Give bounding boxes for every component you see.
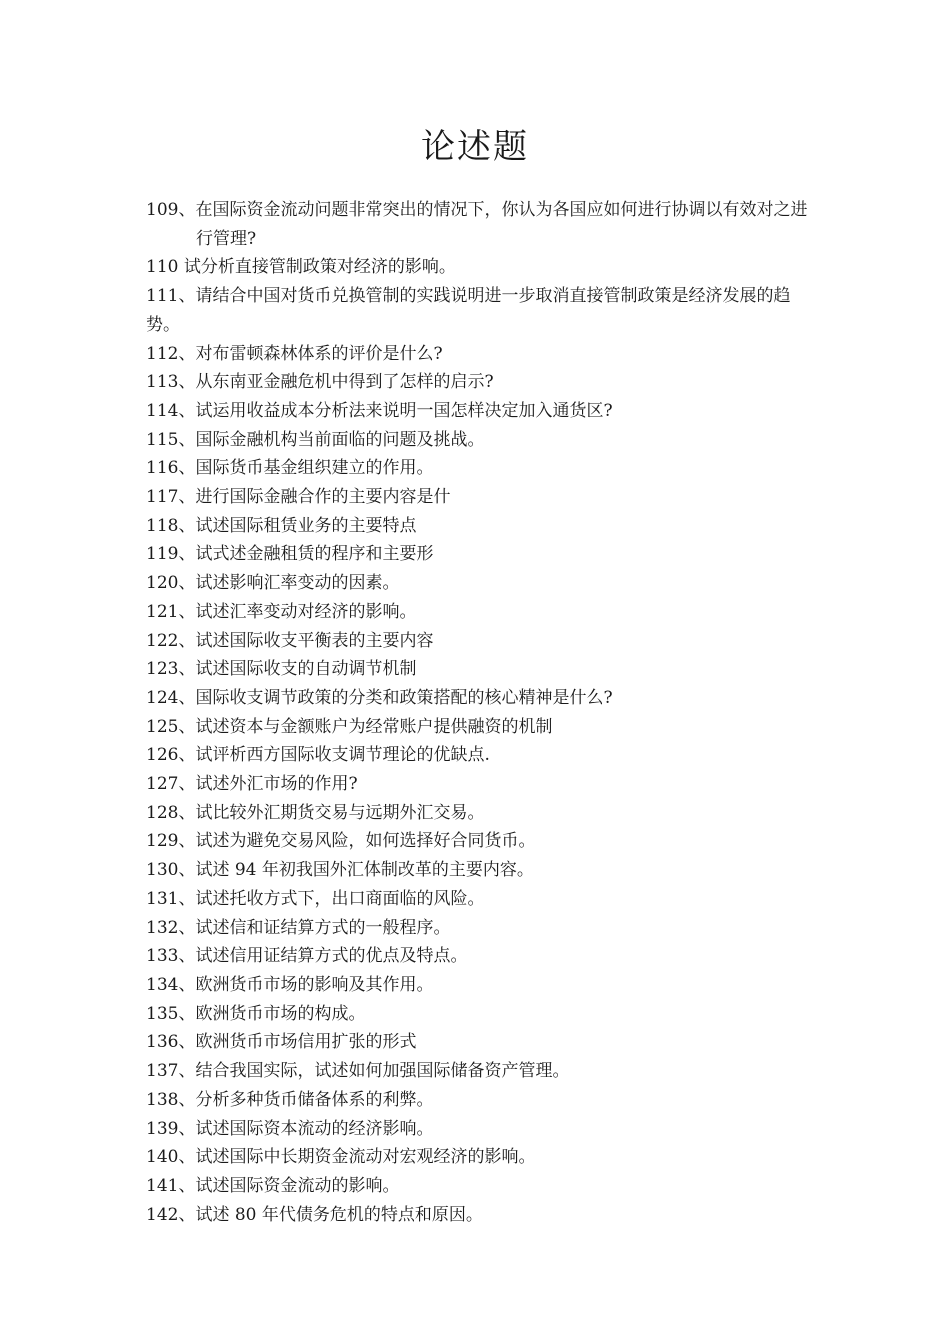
question-item: 119、试式述金融租赁的程序和主要形 <box>146 544 434 565</box>
question-item: 110 试分析直接管制政策对经济的影响。 <box>146 257 456 278</box>
question-item: 122、试述国际收支平衡表的主要内容 <box>146 630 434 651</box>
question-item: 134、欧洲货币市场的影响及其作用。 <box>146 974 434 995</box>
question-item: 117、进行国际金融合作的主要内容是什 <box>146 487 451 508</box>
question-item: 112、对布雷顿森林体系的评价是什么? <box>146 343 443 364</box>
page-title: 论述题 <box>421 126 529 167</box>
question-item: 127、试述外汇市场的作用? <box>146 774 358 795</box>
question-item: 109、在国际资金流动问题非常突出的情况下，你认为各国应如何进行协调以有效对之进行管理? <box>146 200 808 249</box>
question-item: 118、试述国际租赁业务的主要特点 <box>146 515 417 536</box>
question-item: 141、试述国际资金流动的影响。 <box>146 1175 400 1196</box>
question-item: 136、欧洲货币市场信用扩张的形式 <box>146 1032 417 1053</box>
question-item: 111、请结合中国对货币兑换管制的实践说明进一步取消直接管制政策是经济发展的趋势。 <box>146 286 791 335</box>
question-item: 135、欧洲货币市场的构成。 <box>146 1003 366 1024</box>
question-item: 128、试比较外汇期货交易与远期外汇交易。 <box>146 802 485 823</box>
question-item: 130、试述 94 年初我国外汇体制改革的主要内容。 <box>146 860 534 881</box>
question-item: 124、国际收支调节政策的分类和政策搭配的核心精神是什么? <box>146 687 613 708</box>
question-item: 120、试述影响汇率变动的因素。 <box>146 573 400 594</box>
question-item: 121、试述汇率变动对经济的影响。 <box>146 601 417 622</box>
question-item: 138、分析多种货币储备体系的利弊。 <box>146 1089 434 1110</box>
question-item: 115、国际金融机构当前面临的问题及挑战。 <box>146 429 485 450</box>
question-list <box>146 196 816 1229</box>
question-item: 142、试述 80 年代债务危机的特点和原因。 <box>146 1204 483 1225</box>
question-item: 133、试述信用证结算方式的优点及特点。 <box>146 946 468 967</box>
question-item: 137、结合我国实际，试述如何加强国际储备资产管理。 <box>146 1061 570 1082</box>
question-item: 116、国际货币基金组织建立的作用。 <box>146 458 434 479</box>
question-item: 123、试述国际收支的自动调节机制 <box>146 659 417 680</box>
question-item: 113、从东南亚金融危机中得到了怎样的启示? <box>146 372 494 393</box>
question-item: 131、试述托收方式下，出口商面临的风险。 <box>146 888 485 909</box>
question-item: 139、试述国际资本流动的经济影响。 <box>146 1118 434 1139</box>
question-item: 114、试运用收益成本分析法来说明一国怎样决定加入通货区? <box>146 400 613 421</box>
question-item: 126、试评析西方国际收支调节理论的优缺点. <box>146 745 490 766</box>
question-item: 132、试述信和证结算方式的一般程序。 <box>146 917 451 938</box>
question-item: 125、试述资本与金额账户为经常账户提供融资的机制 <box>146 716 553 737</box>
question-item: 140、试述国际中长期资金流动对宏观经济的影响。 <box>146 1147 536 1168</box>
question-item: 129、试述为避免交易风险，如何选择好合同货币。 <box>146 831 536 852</box>
